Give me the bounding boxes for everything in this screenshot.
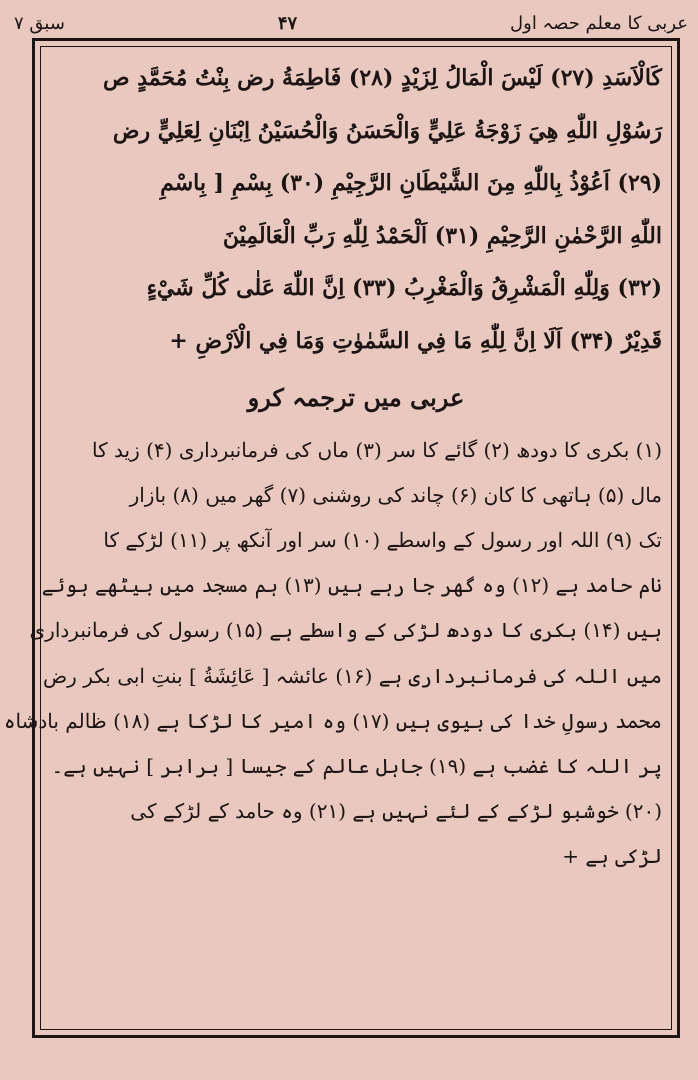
arabic-line: رَسُوْلِ اللّٰهِ هِيَ زَوْجَةُ عَلِيٍّ وَالْحَسَنُ وَالْحُسَيْنُ اِبْنَانِ لِعَلِيٍّ رض	[112, 117, 662, 144]
exercise-line: میں اللہ کی فرمانبرداری ہے (۱۶) عائشہ [ عَائِشَةُ ] بنتِ ابی بکر رض	[43, 663, 662, 688]
translation-exercises	[3, 428, 662, 880]
book-title: عربی کا معلم حصہ اول	[510, 12, 688, 34]
exercise-line: نام حامد ہے (۱۲) وہ گھر جا رہے ہیں (۱۳) ہم مسجد میں بیٹھے ہوئے	[41, 573, 662, 598]
exercise-line: (۱) بکری کا دودھ (۲) گائے کا سر (۳) ماں کی فرمانبرداری (۴) زید کا	[92, 437, 662, 462]
exercise-line: تک (۹) اللہ اور رسول کے واسطے (۱۰) سر اور آنکھ پر (۱۱) لڑکے کا	[103, 527, 662, 552]
arabic-line: قَدِيْرٌ (۳۴) اَلَا اِنَّ لِلّٰهِ مَا فِي السَّمٰوٰتِ وَمَا فِي الْاَرْضِ +	[169, 327, 662, 354]
exercise-line: ہیں (۱۴) بکری کا دودھ لڑکی کے واسطے ہے (۱۵) رسول کی فرمانبرداری	[29, 618, 662, 643]
section-heading: عربی میں ترجمہ کرو	[247, 382, 465, 412]
arabic-line: (۳۲) وَلِلّٰهِ الْمَشْرِقُ وَالْمَغْرِبُ (۳۳) اِنَّ اللّٰهَ عَلٰى كُلِّ شَيْءٍ	[146, 275, 662, 302]
arabic-sentences	[50, 52, 662, 368]
page-number: ۴۷	[277, 12, 298, 34]
page-content	[3, 52, 662, 879]
exercise-line: مال (۵) ہاتھی کا کان (۶) چاند کی روشنی (۷) گھر میں (۸) بازار	[129, 482, 662, 507]
exercise-line: پر اللہ کا غضب ہے (۱۹) جاہل عالم کے جیسا [ برابر ] نہیں ہے۔	[51, 753, 662, 778]
lesson-label: سبق ۷	[14, 12, 65, 34]
exercise-line: (۲۰) خوشبو لڑکے کے لئے نہیں ہے (۲۱) وہ حامد کے لڑکے کی	[130, 799, 662, 824]
exercise-line: لڑکی ہے +	[562, 844, 662, 869]
arabic-line: كَالْاَسَدِ (۲۷) لَيْسَ الْمَالُ لِزَيْدٍ (۲۸) فَاطِمَةُ رض بِنْتُ مُحَمَّدٍ ص	[102, 65, 662, 91]
page-header	[14, 6, 688, 40]
arabic-line: اللّٰهِ الرَّحْمٰنِ الرَّحِيْمِ (۳۱) اَلْحَمْدُ لِلّٰهِ رَبِّ الْعَالَمِيْنَ	[222, 222, 662, 249]
arabic-line: (۲۹) اَعُوْذُ بِاللّٰهِ مِنَ الشَّيْطَانِ الرَّجِيْمِ (۳۰) بِسْمِ [ بِاسْمِ	[160, 170, 662, 197]
exercise-line: محمد رسولِ خدا کی بیوی ہیں (۱۷) وہ امیر کا لڑکا ہے (۱۸) ظالم بادشاہ	[3, 708, 662, 733]
